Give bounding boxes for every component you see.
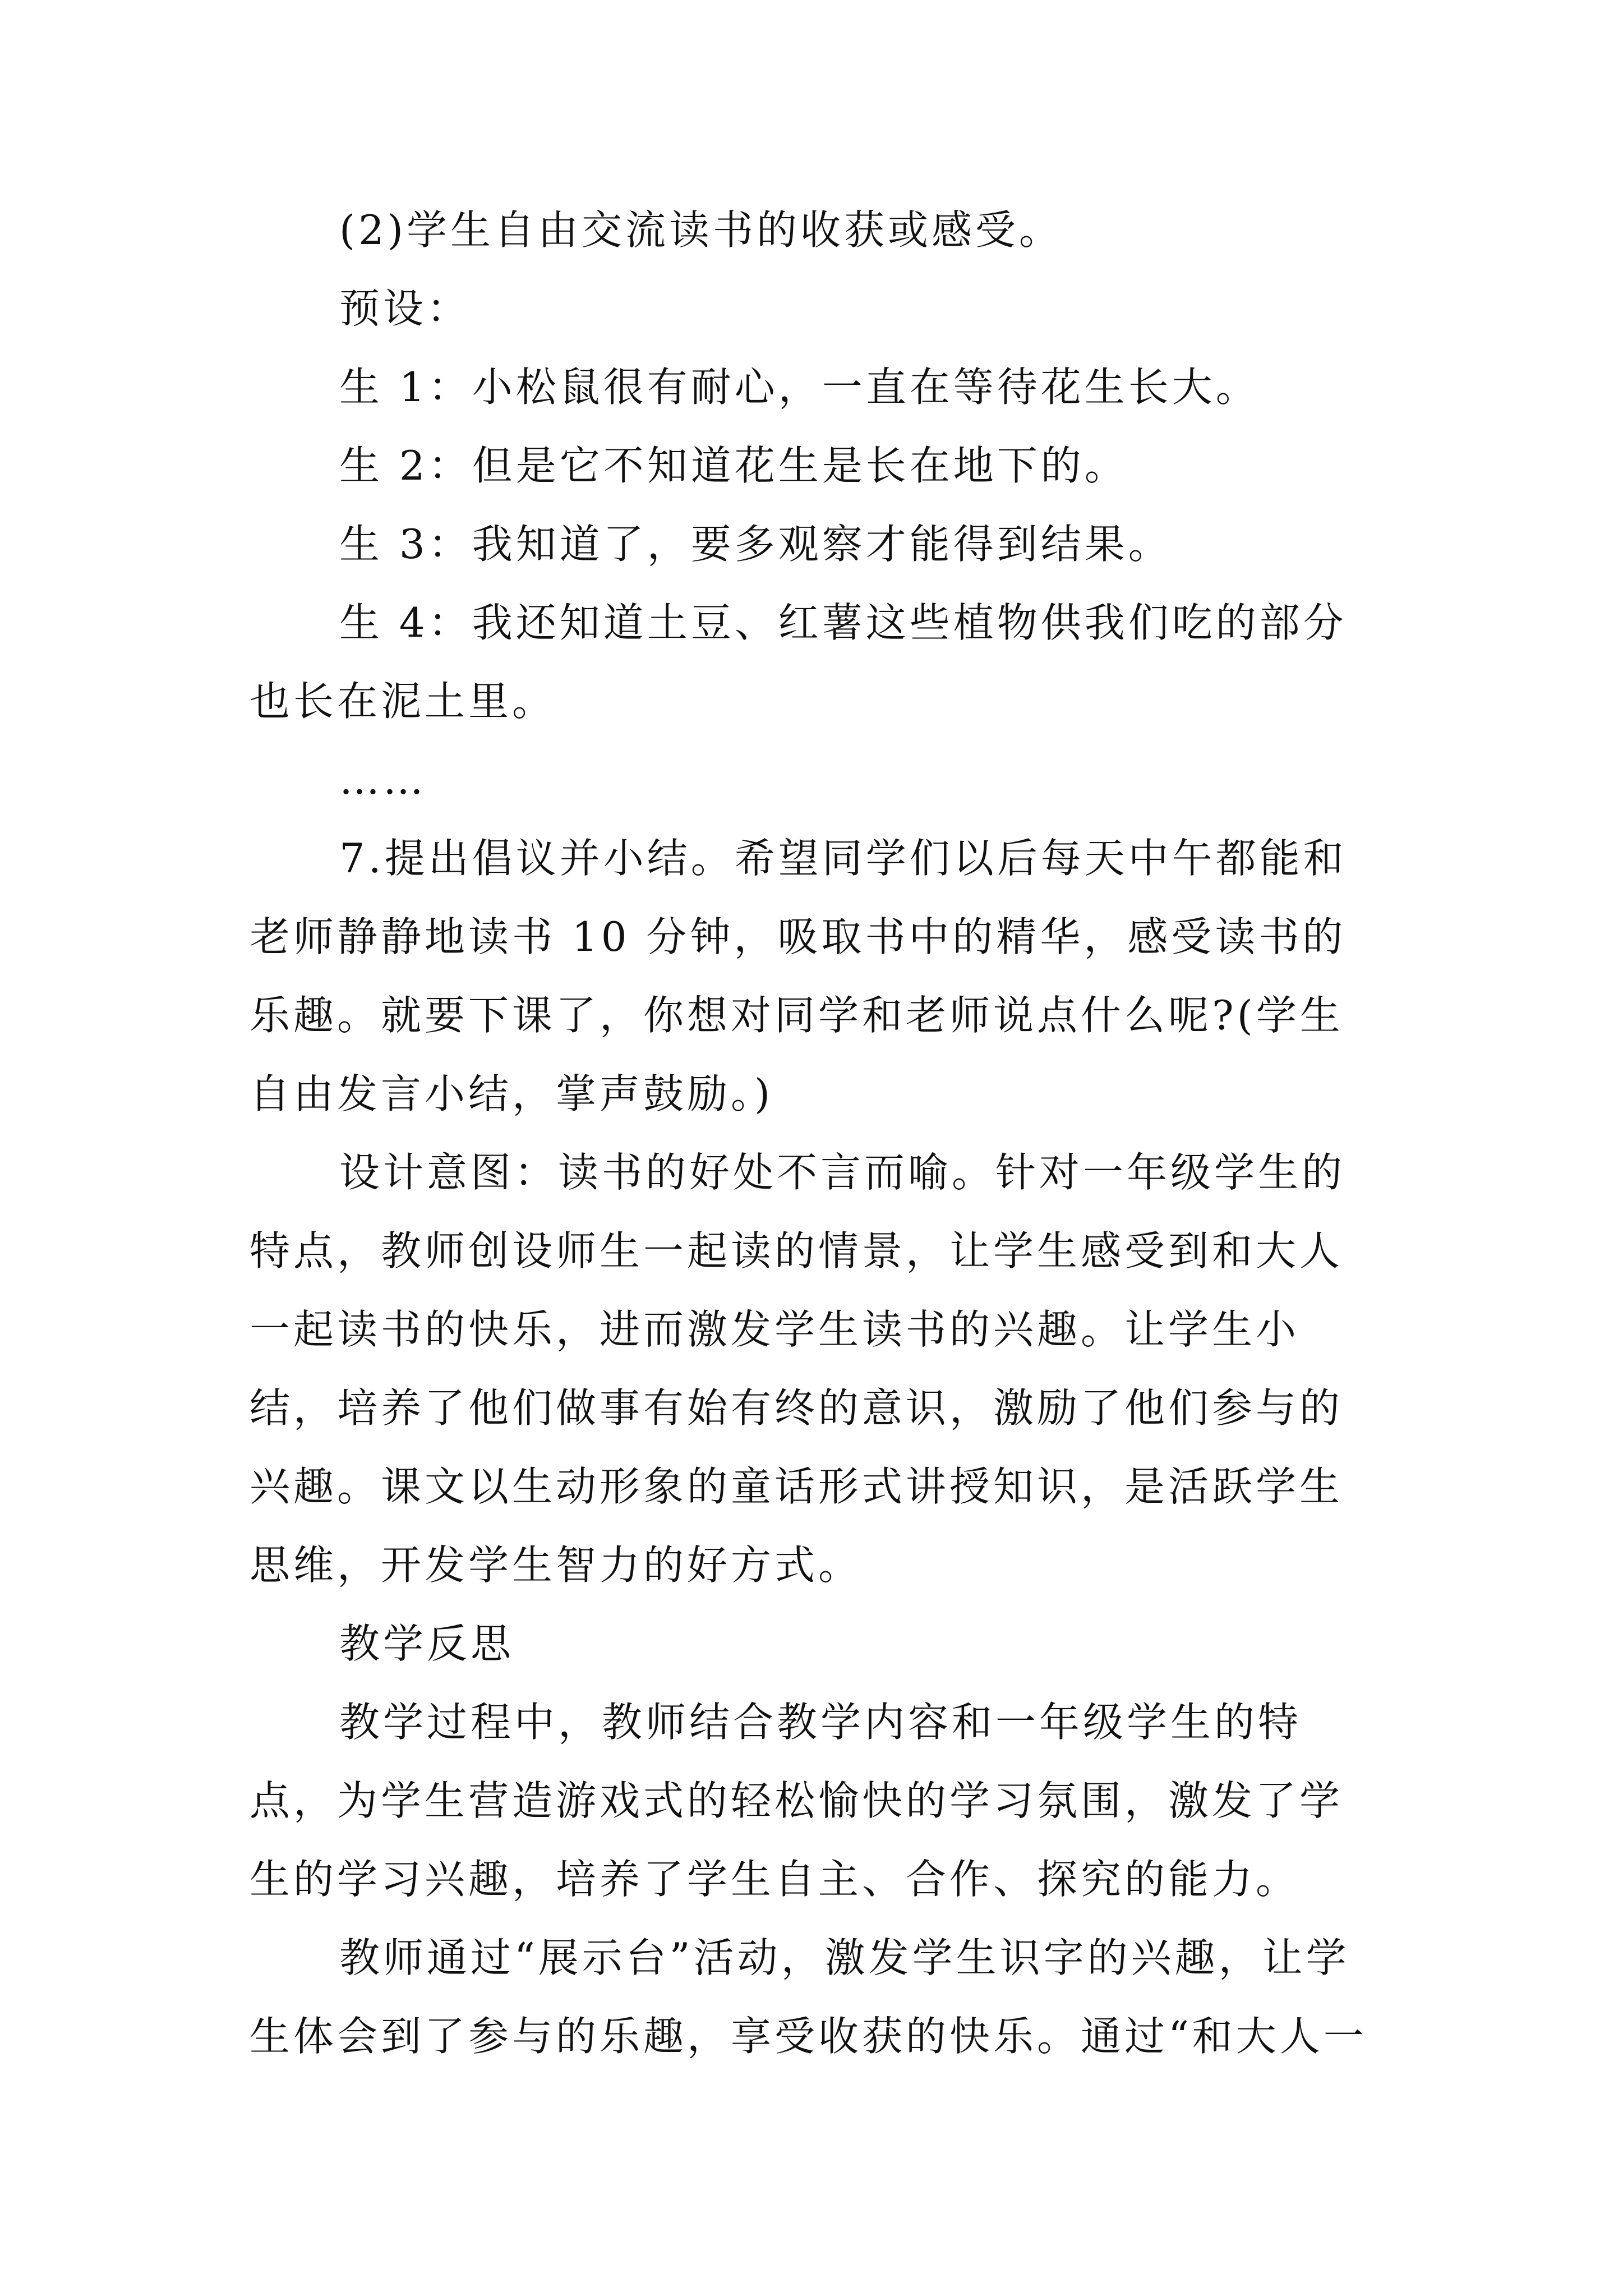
paragraph-reflection-2: 教师通过“展示台”活动，激发学生识字的兴趣，让学生体会到了参与的乐趣，享受收获的快乐。通过“和大人一 [250,1934,1367,2060]
paragraph-ellipsis: …… [339,756,427,803]
paragraph-reflection-1: 教学过程中，教师结合教学内容和一年级学生的特点，为学生营造游戏式的轻松愉快的学习氛围，激发了学生的学习兴趣，培养了学生自主、合作、探究的能力。 [250,1699,1344,1903]
paragraph-design-intent: 设计意图：读书的好处不言而喻。针对一年级学生的特点，教师创设师生一起读的情景，让学生感受到和大人一起读书的快乐，进而激发学生读书的兴趣。让学生小结，培养了他们做事有始有终的意识，激励了他们参与的兴趣。课文以生动形象的童话形式讲授知识，是活跃学生思维，开发学生智力的好方式。 [250,1149,1346,1589]
paragraph-student-3: 生 3：我知道了，要多观察才能得到结果。 [339,521,1172,568]
section-heading-teaching-reflection: 教学反思 [339,1620,515,1667]
paragraph-student-1: 生 1：小松鼠很有耐心，一直在等待花生长大。 [339,364,1260,411]
document-body [250,191,1377,2076]
paragraph-student-4: 生 4：我还知道土豆、红薯这些植物供我们吃的部分也长在泥土里。 [250,599,1347,725]
paragraph-preset-label: 预设： [339,285,471,332]
paragraph-discussion-instruction: (2)学生自由交流读书的收获或感受。 [339,206,1063,254]
paragraph-step-7: 7.提出倡议并小结。希望同学们以后每天中午都能和老师静静地读书 10 分钟，吸取书中的精华，感受读书的乐趣。就要下课了，你想对同学和老师说点什么呢?(学生自由发言小结，掌声鼓励。) [250,835,1347,1117]
paragraph-student-2: 生 2：但是它不知道花生是长在地下的。 [339,442,1128,489]
